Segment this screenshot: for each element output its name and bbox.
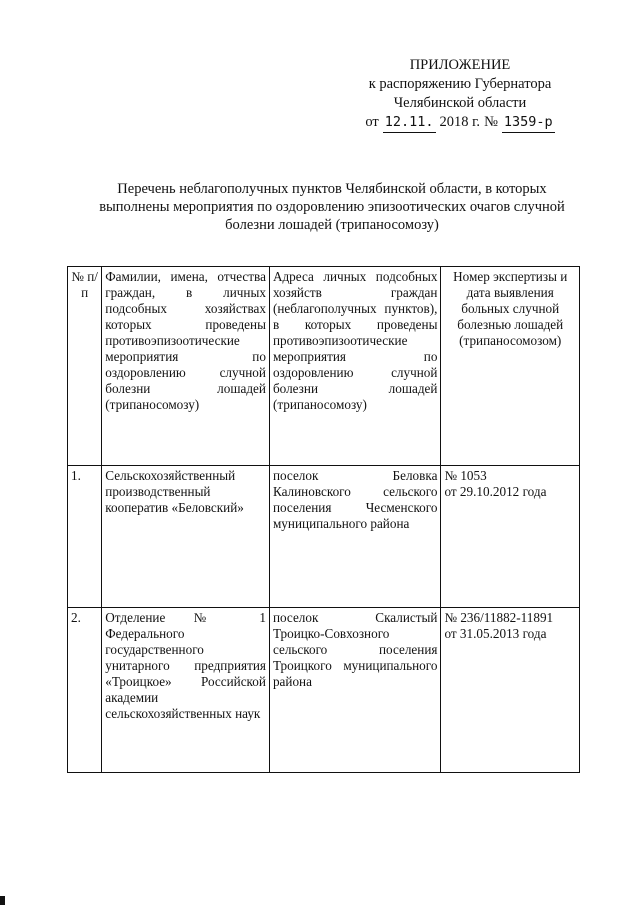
document-title: Перечень неблагополучных пунктов Челябинской области, в которых выполнены мероприятия по оздоровлению эпизоотических очагов случной болезни лошадей (трипаносомозу) (99, 181, 565, 233)
row-num: 2. (68, 608, 102, 773)
decree-date: 12.11. (383, 113, 436, 133)
row-exam-number: № 1053 (444, 468, 487, 483)
row-exam-date: от 31.05.2013 года (444, 626, 547, 641)
scan-edge-mark (0, 896, 5, 905)
row-name: Отделение № 1 Федерального государственного унитарного предприятия «Троицкое» Российской академии сельскохозяйственных наук (102, 608, 270, 773)
row-num: 1. (68, 466, 102, 608)
row-address: поселок Скалистый Троицко-Совхозного сельского поселения Троицкого муниципального района (269, 608, 441, 773)
header-address: Адреса личных подсобных хозяйств граждан (неблагополучных пунктов), в которых проведены противоэпизоотические мероприятия по оздоровлению случной болезни лошадей (трипаносомозу) (269, 267, 441, 466)
row-address: поселок Беловка Калиновского сельского поселения Чесменского муниципального района (269, 466, 441, 608)
header-exam: Номер экспертизы и дата выявления больных случной болезнью лошадей (трипаносомозом) (441, 267, 580, 466)
decree-number: 1359-р (502, 113, 555, 133)
decree-year: 2018 г. (439, 114, 481, 130)
row-exam-date: от 29.10.2012 года (444, 484, 547, 499)
table-header-row (68, 267, 580, 466)
table-row (68, 608, 580, 773)
appendix-block (330, 56, 590, 133)
header-num: № п/п (68, 267, 102, 466)
decree-reference (330, 113, 590, 133)
appendix-line-1: к распоряжению Губернатора (368, 76, 552, 92)
row-exam (441, 608, 580, 773)
row-exam (441, 466, 580, 608)
table-row (68, 466, 580, 608)
appendix-title: ПРИЛОЖЕНИЕ (409, 57, 511, 73)
registry-table (67, 266, 580, 773)
appendix-line-2: Челябинской области (393, 95, 527, 111)
decree-number-sign: № (484, 114, 498, 130)
row-exam-number: № 236/11882-11891 (444, 610, 554, 625)
row-name: Сельскохозяйственный производственный кооператив «Беловский» (102, 466, 270, 608)
header-name: Фамилии, имена, отчества граждан, в личных подсобных хозяйствах которых проведены противоэпизоотические мероприятия по оздоровлению случной болезни лошадей (трипаносомозу) (102, 267, 270, 466)
decree-from: от (365, 114, 379, 130)
